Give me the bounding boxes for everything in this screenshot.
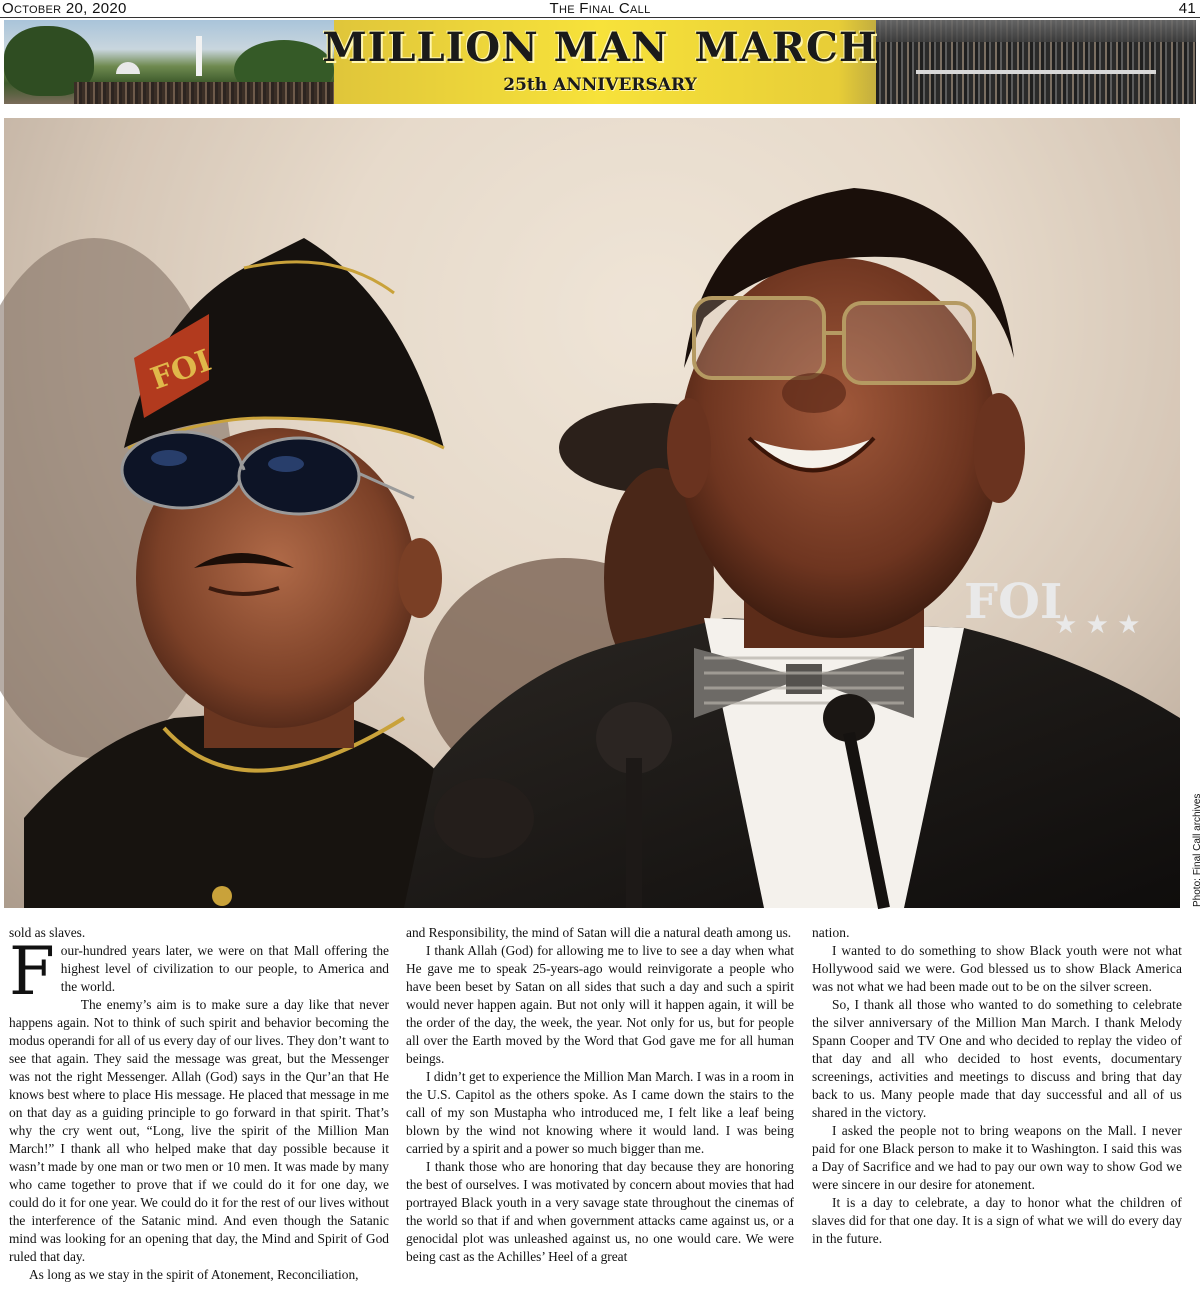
main-photo	[4, 118, 1180, 908]
publication-name: The Final Call	[549, 0, 651, 17]
dropcap-paragraph-text: our-hundred years later, we were on that Mall offering the highest level of civilization to our people, to America and the world.	[60, 943, 389, 994]
issue-date: October 20, 2020	[2, 0, 127, 17]
paragraph: I wanted to do something to show Black youth were not what Hollywood said we were. God blessed us to show Black America was not what we had been made out to be on the silver screen.	[812, 943, 1182, 994]
coat-insignia-text: FOI	[964, 574, 1063, 630]
main-photo-illustration	[4, 118, 1180, 908]
section-banner	[4, 20, 1196, 104]
photo-credit-text: Photo: Final Call archives	[1192, 793, 1203, 907]
drop-cap: F	[9, 933, 55, 1010]
banner-title-part1: MILLION MAN	[322, 24, 669, 71]
cap-insignia-text: FOI	[146, 343, 216, 398]
paragraph: I thank those who are honoring that day because they are honoring the best of ourselves. I was motivated by concern about movies that had portrayed Black youth in a very savage state throughout the cinemas of the world so that if and when government attacks came against us, or a genocidal plot was unleashed against us, no one would care. We were being cast as the Achilles’ Heel of a great	[406, 1159, 794, 1264]
paragraph: The enemy’s aim is to make sure a day like that never happens again. Not to think of such spirit and behavior becoming the modus operandi for all of us every day of our lives. They don’t want to see that again. They said the message was great, but the Messenger was not the right Messenger. Allah (God) says in the Qur’an that He knows best where to place His message. He placed that message in me on that day as a guiding principle to go forward in that spirit. That’s why the cry went out, “Long, live the spirit of the Million Man March!” I thank all who helped make that day possible because it wasn’t made by one man or two men or 10 men. It was made by many who came together to prove that if we could do it for one day, we could do it for one year. We could do it for the rest of our lives without the interference of the Satanic mind. And even though the Satanic mind was looking for an opening that day, the Mind and Spirit of God ruled that day.	[9, 997, 389, 1264]
banner-title-part2: MARCH	[694, 24, 878, 71]
coat-stars: ★ ★ ★	[1054, 610, 1141, 640]
photo-credit	[1184, 793, 1203, 907]
dropcap-paragraph	[9, 933, 389, 1010]
paragraph: As long as we stay in the spirit of Atonement, Reconciliation,	[29, 1267, 359, 1282]
banner-subtitle: 25th ANNIVERSARY	[503, 75, 697, 95]
header-rule	[0, 17, 1200, 18]
continued-text: nation.	[812, 925, 850, 940]
paragraph: I thank Allah (God) for allowing me to live to see a day when what He gave me to speak 25-years-ago would reinvigorate a people who have been beset by Satan on all sides that such a day and such a spirit would never happen again. But not only will it happen again, it will be the order of the day, the week, the year. Not only for us, but for people all over the Earth moved by the Word that God gave me for all human beings.	[406, 943, 794, 1066]
paragraph: I asked the people not to bring weapons on the Mall. I never paid for one Black person to make it to Washington. I said this was a Day of Sacrifice and we had to pay our own way to show God we were sincere in our desire for atonement.	[812, 1123, 1182, 1192]
article-column-2	[406, 924, 794, 1266]
running-head	[0, 0, 1200, 18]
continued-text: and Responsibility, the mind of Satan will die a natural death among us.	[406, 925, 792, 940]
article-column-1	[9, 924, 389, 1284]
paragraph: So, I thank all those who wanted to do something to celebrate the silver anniversary of the Million Man March. I thank Melody Spann Cooper and TV One and who decided to replay the video of that day and all who decided to host events, documentary screenings, activities and meetings to discuss and bring that day back to us. Many people made that day successful and all of us shared in the victory.	[812, 997, 1182, 1120]
banner-title	[4, 26, 1196, 70]
continued-text: sold as slaves.	[9, 925, 86, 940]
paragraph: It is a day to celebrate, a day to honor what the children of slaves did for that one day. It is a sign of what we will do every day in the future.	[812, 1195, 1182, 1246]
paragraph: I didn’t get to experience the Million Man March. I was in a room in the U.S. Capitol as the others spoke. As I came down the stairs to the call of my son Mustapha who introduced me, I felt like a leaf being blown by the wind not knowing where it would land. I was being carried by a spirit and a power so much bigger than me.	[406, 1069, 794, 1156]
article-column-3	[812, 924, 1182, 1248]
page-number: 41	[1178, 0, 1196, 17]
